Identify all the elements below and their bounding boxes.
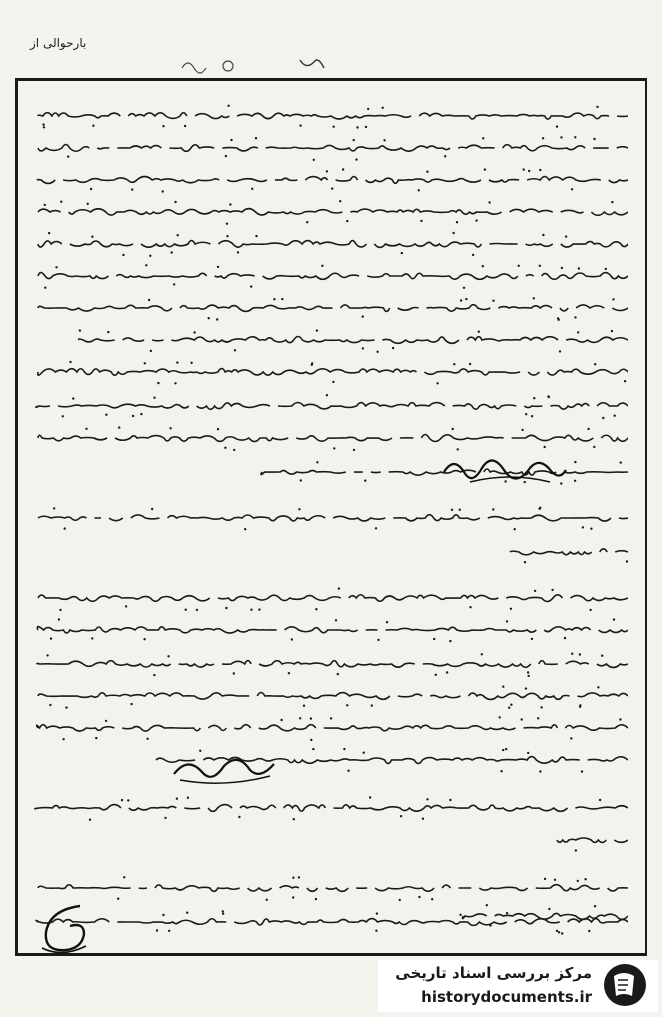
handwritten-line [28, 872, 628, 902]
signature-2 [170, 752, 280, 788]
watermark-website[interactable]: historydocuments.ir [421, 988, 592, 1006]
handwritten-line [28, 680, 628, 710]
handwritten-line [28, 502, 628, 532]
handwritten-line [28, 164, 628, 194]
header-scribbles [180, 52, 340, 76]
handwritten-line [28, 712, 628, 742]
handwritten-line [28, 132, 628, 162]
handwritten-line [28, 792, 628, 822]
handwritten-line [28, 824, 628, 854]
handwritten-line [28, 744, 628, 774]
handwritten-line [28, 536, 628, 566]
signature-1 [440, 452, 570, 492]
header-label: بارحوالی از [30, 36, 87, 50]
signature-3 [34, 900, 94, 962]
handwritten-line [28, 422, 628, 452]
handwritten-line [28, 582, 628, 612]
handwritten-line [28, 292, 628, 322]
history-documents-logo-icon [602, 962, 648, 1008]
archive-watermark [378, 960, 658, 1012]
handwritten-line [28, 390, 628, 420]
handwritten-line [28, 324, 628, 354]
handwritten-line [28, 196, 628, 226]
watermark-organization: مرکز بررسی اسناد تاریخی [395, 964, 592, 982]
handwritten-line [28, 906, 628, 936]
handwritten-line [28, 100, 628, 130]
handwritten-line [28, 614, 628, 644]
handwritten-line [28, 356, 628, 386]
handwritten-line [28, 648, 628, 678]
handwritten-line [28, 228, 628, 258]
handwritten-line [28, 260, 628, 290]
